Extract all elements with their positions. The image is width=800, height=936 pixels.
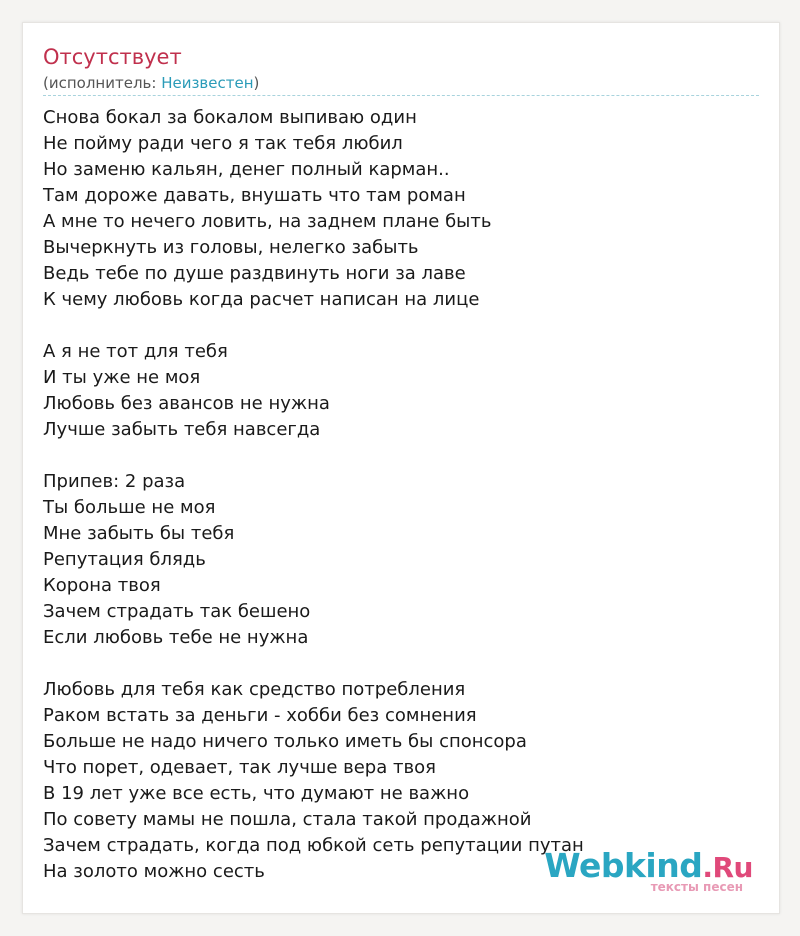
artist-link[interactable]: Неизвестен <box>161 74 254 92</box>
song-title: Отсутствует <box>43 45 182 69</box>
lyric-line: Мне забыть бы тебя <box>43 523 235 544</box>
artist-suffix: ) <box>253 74 260 92</box>
lyric-line: Репутация блядь <box>43 549 206 570</box>
lyric-line: Любовь без авансов не нужна <box>43 393 330 414</box>
lyric-line: Там дороже давать, внушать что там роман <box>43 185 466 206</box>
lyrics-card <box>22 22 780 914</box>
header-divider <box>43 95 759 96</box>
lyric-line: Зачем страдать, когда под юбкой сеть репутации путан <box>43 835 584 856</box>
logo-main-text: Webkind <box>544 846 703 885</box>
lyric-line: Любовь для тебя как средство потребления <box>43 679 466 700</box>
lyric-line: Если любовь тебе не нужна <box>43 627 309 648</box>
logo-tagline: тексты песен <box>650 880 743 894</box>
artist-prefix: (исполнитель: <box>43 74 162 92</box>
lyric-line: Снова бокал за бокалом выпиваю один <box>43 107 417 128</box>
lyric-blank-line <box>43 313 743 339</box>
lyric-blank-line <box>43 651 743 677</box>
lyric-line: К чему любовь когда расчет написан на лице <box>43 289 480 310</box>
lyric-line: И ты уже не моя <box>43 367 201 388</box>
lyric-line: А мне то нечего ловить, на заднем плане быть <box>43 211 492 232</box>
lyric-line: Ты больше не моя <box>43 497 216 518</box>
lyric-blank-line <box>43 443 743 469</box>
lyric-line: Что порет, одевает, так лучше вера твоя <box>43 757 436 778</box>
lyric-line: В 19 лет уже все есть, что думают не важно <box>43 783 470 804</box>
lyric-line: Ведь тебе по душе раздвинуть ноги за лаве <box>43 263 466 284</box>
logo-tld-text: .Ru <box>702 851 753 884</box>
artist-line <box>43 73 259 93</box>
lyric-line: Лучше забыть тебя навсегда <box>43 419 321 440</box>
lyric-line: Больше не надо ничего только иметь бы спонсора <box>43 731 527 752</box>
lyric-line: Вычеркнуть из головы, нелегко забыть <box>43 237 419 258</box>
lyric-line: Раком встать за деньги - хобби без сомнения <box>43 705 477 726</box>
lyric-line: Не пойму ради чего я так тебя любил <box>43 133 403 154</box>
lyric-line: По совету мамы не пошла, стала такой продажной <box>43 809 532 830</box>
lyric-line: Но заменю кальян, денег полный карман.. <box>43 159 450 180</box>
lyric-line: А я не тот для тебя <box>43 341 228 362</box>
lyric-line: Корона твоя <box>43 575 161 596</box>
webkind-logo[interactable] <box>544 846 753 895</box>
lyric-line: Припев: 2 раза <box>43 471 186 492</box>
lyrics-text <box>43 105 743 885</box>
lyric-line: Зачем страдать так бешено <box>43 601 311 622</box>
lyric-line: На золото можно сесть <box>43 861 265 882</box>
